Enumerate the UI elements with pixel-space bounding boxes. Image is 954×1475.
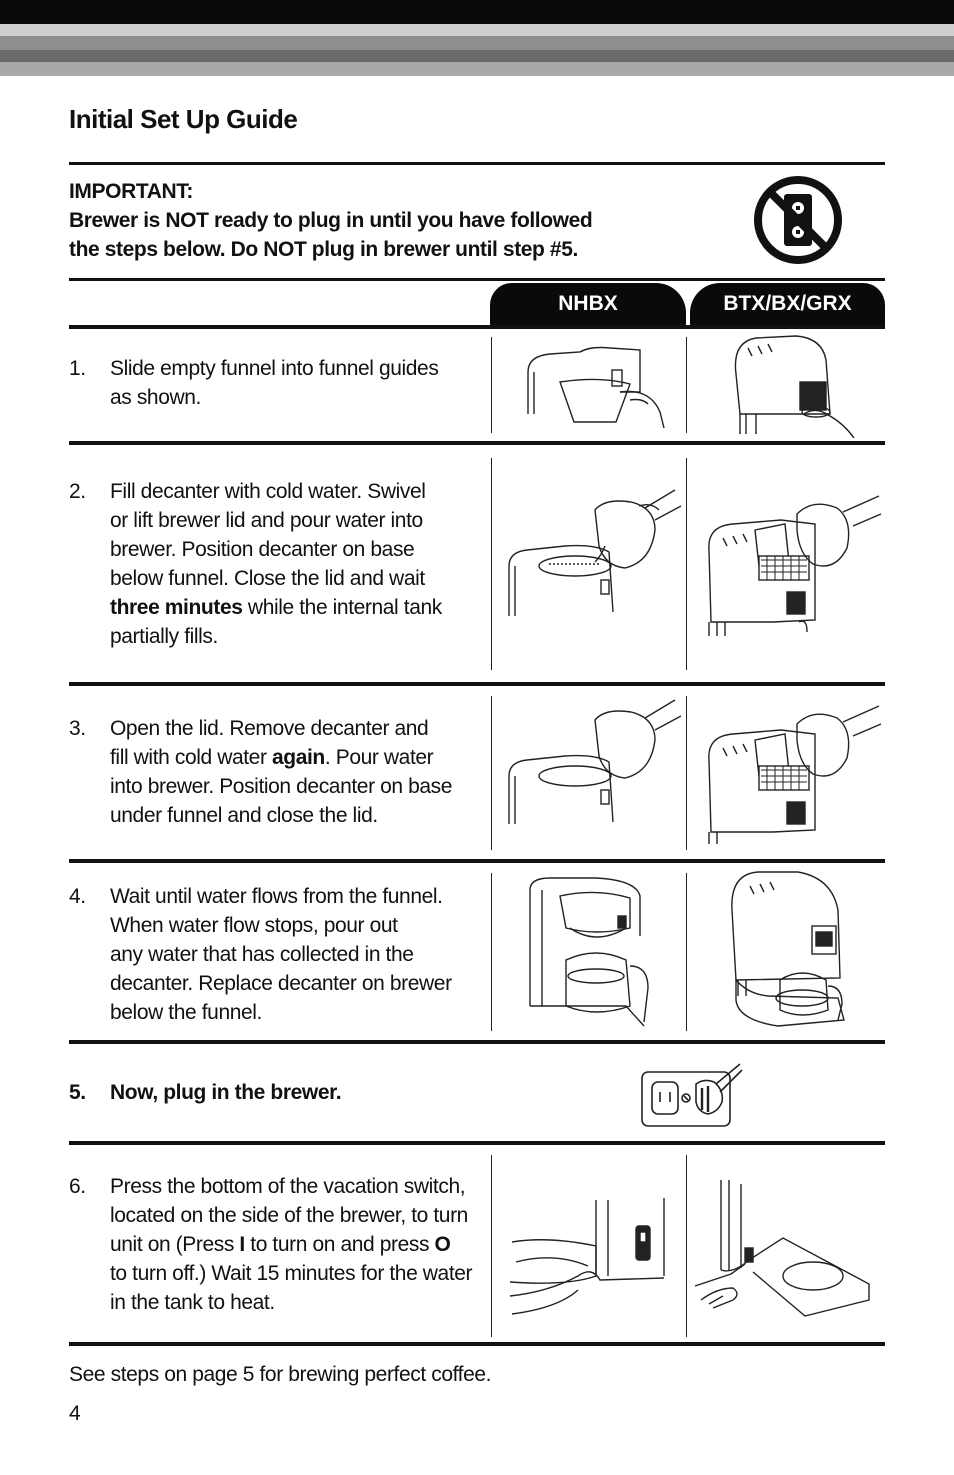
step-number: 1. [69, 357, 86, 380]
column-divider [491, 1155, 492, 1337]
tab-nhbx: NHBX [490, 283, 686, 325]
step-text: fill with cold water [110, 746, 272, 769]
brewer-illustration [728, 870, 846, 1030]
divider [69, 1342, 885, 1346]
header-band-grey [0, 62, 954, 76]
step-text: while the internal tank [242, 596, 442, 619]
step-text: Now, plug in the brewer. [110, 1081, 342, 1104]
vacation-switch-illustration [693, 1176, 873, 1324]
divider [69, 682, 885, 686]
brewer-pouring-illustration [703, 700, 883, 846]
header-band-mid [0, 36, 954, 50]
switch-off-symbol: O [434, 1233, 451, 1256]
divider [69, 859, 885, 863]
step-text: . Pour water [324, 746, 434, 769]
step-text: or lift brewer lid and pour water into [110, 509, 423, 532]
brewer-pouring-illustration [505, 696, 683, 826]
column-divider [491, 337, 492, 433]
step-text: to turn off.) Wait 15 minutes for the water [110, 1262, 473, 1285]
divider [69, 278, 885, 281]
divider [69, 162, 885, 165]
step-number: 3. [69, 717, 86, 740]
important-heading: IMPORTANT: [69, 180, 193, 203]
step-number: 5. [69, 1081, 86, 1104]
step-text: into brewer. Position decanter on base [110, 775, 453, 798]
footer-note: See steps on page 5 for brewing perfect coffee. [69, 1363, 492, 1386]
column-divider [491, 696, 492, 850]
brewer-illustration [726, 334, 856, 438]
step-number: 6. [69, 1175, 86, 1198]
switch-on-symbol: I [239, 1233, 245, 1256]
no-plug-icon [752, 174, 844, 266]
important-line-1: Brewer is NOT ready to plug in until you have followed [69, 209, 593, 232]
important-notice [69, 177, 592, 264]
divider [69, 1141, 885, 1145]
step-emphasis: again [272, 746, 325, 769]
step-text: Press the bottom of the vacation switch, [110, 1175, 466, 1198]
important-line-2: the steps below. Do NOT plug in brewer until step #5. [69, 238, 578, 261]
step-text: brewer. Position decanter on base [110, 538, 415, 561]
step-number: 4. [69, 885, 86, 908]
step-text: Wait until water flows from the funnel. [110, 885, 443, 908]
brewer-pouring-illustration [505, 486, 683, 618]
brewer-illustration [520, 342, 670, 430]
column-divider [491, 873, 492, 1031]
step-text: below funnel. Close the lid and wait [110, 567, 425, 590]
page-number: 4 [69, 1402, 81, 1425]
column-divider [491, 458, 492, 670]
step-text: below the funnel. [110, 1001, 262, 1024]
header-band-dark [0, 50, 954, 62]
step-text: Open the lid. Remove decanter and [110, 717, 429, 740]
divider [69, 325, 885, 329]
step-text: located on the side of the brewer, to turn [110, 1204, 468, 1227]
brewer-pouring-illustration [703, 490, 883, 638]
step-text: any water that has collected in the [110, 943, 414, 966]
step-text: in the tank to heat. [110, 1291, 275, 1314]
step-text: decanter. Replace decanter on brewer [110, 972, 452, 995]
page-title: Initial Set Up Guide [69, 104, 298, 134]
step-text: partially fills. [110, 625, 218, 648]
step-emphasis: three minutes [110, 596, 243, 619]
column-divider [686, 1155, 687, 1337]
step-number: 2. [69, 480, 86, 503]
column-divider [686, 873, 687, 1031]
header-band-black [0, 0, 954, 24]
step-text: Fill decanter with cold water. Swivel [110, 480, 426, 503]
step-text: to turn on and press [244, 1233, 435, 1256]
step-text: as shown. [110, 386, 201, 409]
tab-btx-bx-grx: BTX/BX/GRX [690, 283, 885, 325]
column-divider [686, 337, 687, 433]
column-divider [686, 696, 687, 850]
brewer-illustration [526, 876, 652, 1028]
step-text: unit on (Press [110, 1233, 240, 1256]
vacation-switch-illustration [508, 1196, 670, 1320]
step-text: under funnel and close the lid. [110, 804, 378, 827]
column-divider [686, 458, 687, 670]
step-text: When water flow stops, pour out [110, 914, 398, 937]
divider [69, 441, 885, 445]
step-text: Slide empty funnel into funnel guides [110, 357, 439, 380]
header-band-light [0, 24, 954, 36]
outlet-plug-icon [640, 1062, 744, 1130]
divider [69, 1040, 885, 1044]
